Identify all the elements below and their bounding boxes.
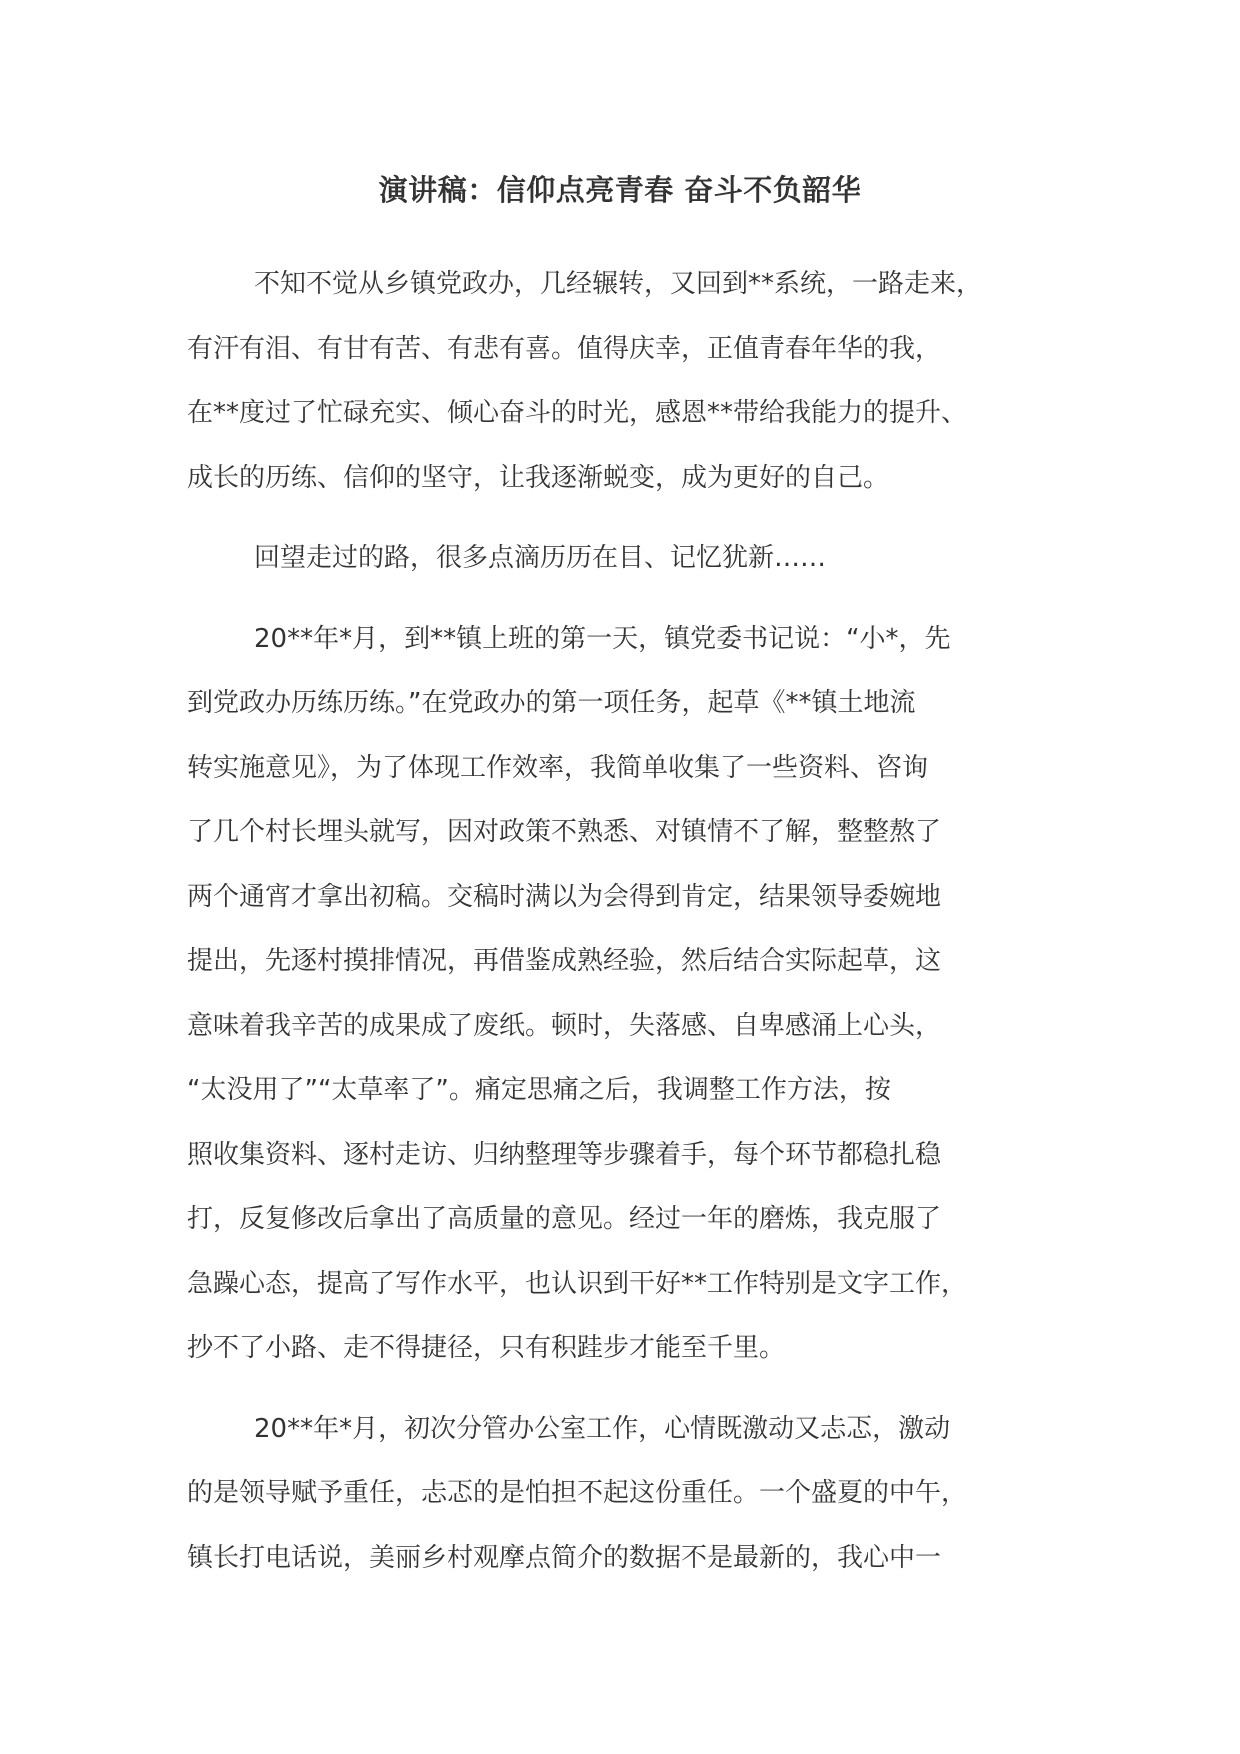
paragraph-line: 不知不觉从乡镇党政办，几经辗转，又回到**系统，一路走来，: [254, 269, 983, 299]
paragraph-line: 到党政办历练历练。”在党政办的第一项任务，起草《**镇土地流: [187, 688, 916, 718]
paragraph-line: 有汗有泪、有甘有苦、有悲有喜。值得庆幸，正值青春年华的我，: [187, 333, 942, 364]
paragraph-line: 镇长打电话说，美丽乡村观摩点简介的数据不是最新的，我心中一: [187, 1542, 942, 1573]
paragraph-3: [187, 607, 1057, 1381]
paragraph-4: [187, 1397, 1057, 1591]
paragraph-line: 了几个村长埋头就写，因对政策不熟悉、对镇情不了解，整整熬了: [187, 817, 942, 847]
paragraph-line: 意味着我辛苦的成果成了废纸。顿时，失落感、自卑感涌上心头，: [187, 1010, 942, 1041]
paragraph-line: 转实施意见》，为了体现工作效率，我简单收集了一些资料、咨询: [187, 752, 929, 783]
paragraph-line: 照收集资料、逐村走访、归纳整理等步骤着手，每个环节都稳扎稳: [187, 1139, 942, 1170]
paragraph-line: 20**年*月，到**镇上班的第一天，镇党委书记说：“小*，先: [254, 623, 951, 654]
paragraph-1: [187, 252, 1057, 510]
paragraph-line: 提出，先逐村摸排情况，再借鉴成熟经验，然后结合实际起草，这: [187, 946, 942, 976]
paragraph-line: 的是领导赋予重任，忐忑的是怕担不起这份重任。一个盛夏的中午，: [187, 1478, 968, 1508]
paragraph-line: “太没用了”“太草率了”。痛定思痛之后，我调整工作方法，按: [187, 1075, 891, 1105]
paragraph-line: 在**度过了忙碌充实、倾心奋斗的时光，感恩**带给我能力的提升、: [187, 398, 968, 428]
paragraph-line: 回望走过的路，很多点滴历历在目、记忆犹新……: [254, 543, 827, 573]
paragraph-line: 两个通宵才拿出初稿。交稿时满以为会得到肯定，结果领导委婉地: [187, 881, 942, 912]
paragraph-2: [187, 526, 1057, 591]
paragraph-line: 20**年*月，初次分管办公室工作，心情既激动又忐忑，激动: [254, 1413, 951, 1444]
paragraph-line: 打，反复修改后拿出了高质量的意见。经过一年的磨炼，我克服了: [187, 1204, 942, 1234]
paragraph-line: 急躁心态，提高了写作水平，也认识到干好**工作特别是文字工作，: [187, 1268, 968, 1299]
document-body: [187, 252, 1057, 1606]
document-title: 演讲稿：信仰点亮青春 奋斗不负韶华: [378, 173, 862, 207]
paragraph-line: 成长的历练、信仰的坚守，让我逐渐蜕变，成为更好的自己。: [187, 462, 890, 493]
paragraph-line: 抄不了小路、走不得捷径，只有积跬步才能至千里。: [187, 1333, 786, 1363]
